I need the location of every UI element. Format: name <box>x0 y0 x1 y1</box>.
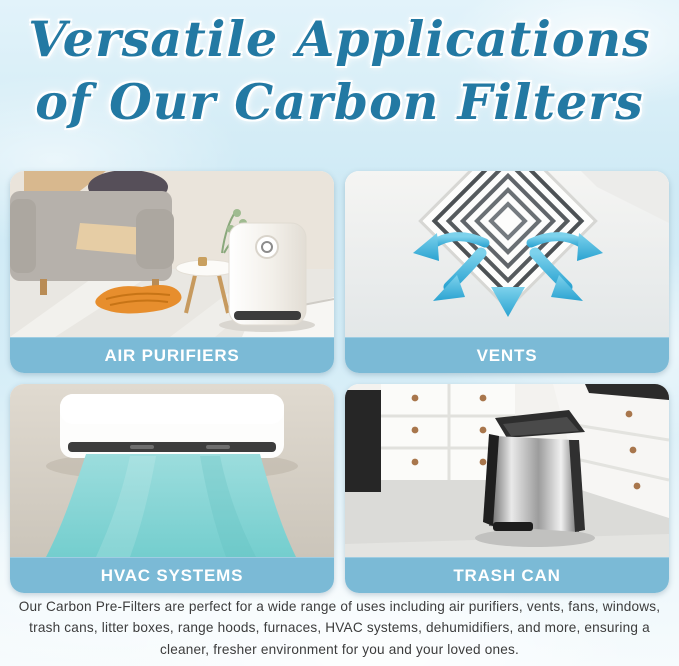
panel-air-purifiers <box>10 171 334 373</box>
title-line-2: of Our Carbon Filters <box>35 73 644 131</box>
panel-label-text: TRASH CAN <box>453 566 561 585</box>
kitchen-stainless-trash-can-photo <box>345 384 669 557</box>
ceiling-vent-illustration <box>345 171 669 337</box>
panel-label-text: VENTS <box>476 346 538 365</box>
page-title <box>0 8 679 134</box>
hvac-illustration <box>10 384 334 557</box>
footer-description: Our Carbon Pre-Filters are perfect for a wide range of uses including air purifiers, vents, fans, windows, trash cans, litter boxes, range hoods, furnaces, HVAC systems, dehumidifiers, and more, ensuring a cleaner, fresher environment for you and your loved ones. <box>18 598 661 657</box>
panel-trash-can <box>345 384 669 593</box>
kitchen-trash-can-illustration <box>345 384 669 557</box>
title-line-1: Versatile Applications <box>28 10 651 68</box>
cold-air-stream <box>46 454 296 557</box>
wall-mounted-ac-air-stream-photo <box>10 384 334 557</box>
panel-label-hvac-systems <box>10 557 334 593</box>
living-room-illustration <box>10 171 334 337</box>
panel-label-trash-can <box>345 557 669 593</box>
panel-label-air-purifiers <box>10 337 334 373</box>
wall-ac-unit <box>60 394 284 458</box>
air-purifier-device <box>219 223 315 332</box>
living-room-air-purifier-photo <box>10 171 334 337</box>
panel-label-text: HVAC SYSTEMS <box>100 566 244 585</box>
application-grid <box>10 171 669 593</box>
ceiling-vent-airflow-photo <box>345 171 669 337</box>
panel-vents <box>345 171 669 373</box>
panel-label-vents <box>345 337 669 373</box>
panel-hvac-systems <box>10 384 334 593</box>
dark-appliance <box>345 390 381 492</box>
panel-label-text: AIR PURIFIERS <box>104 346 240 365</box>
